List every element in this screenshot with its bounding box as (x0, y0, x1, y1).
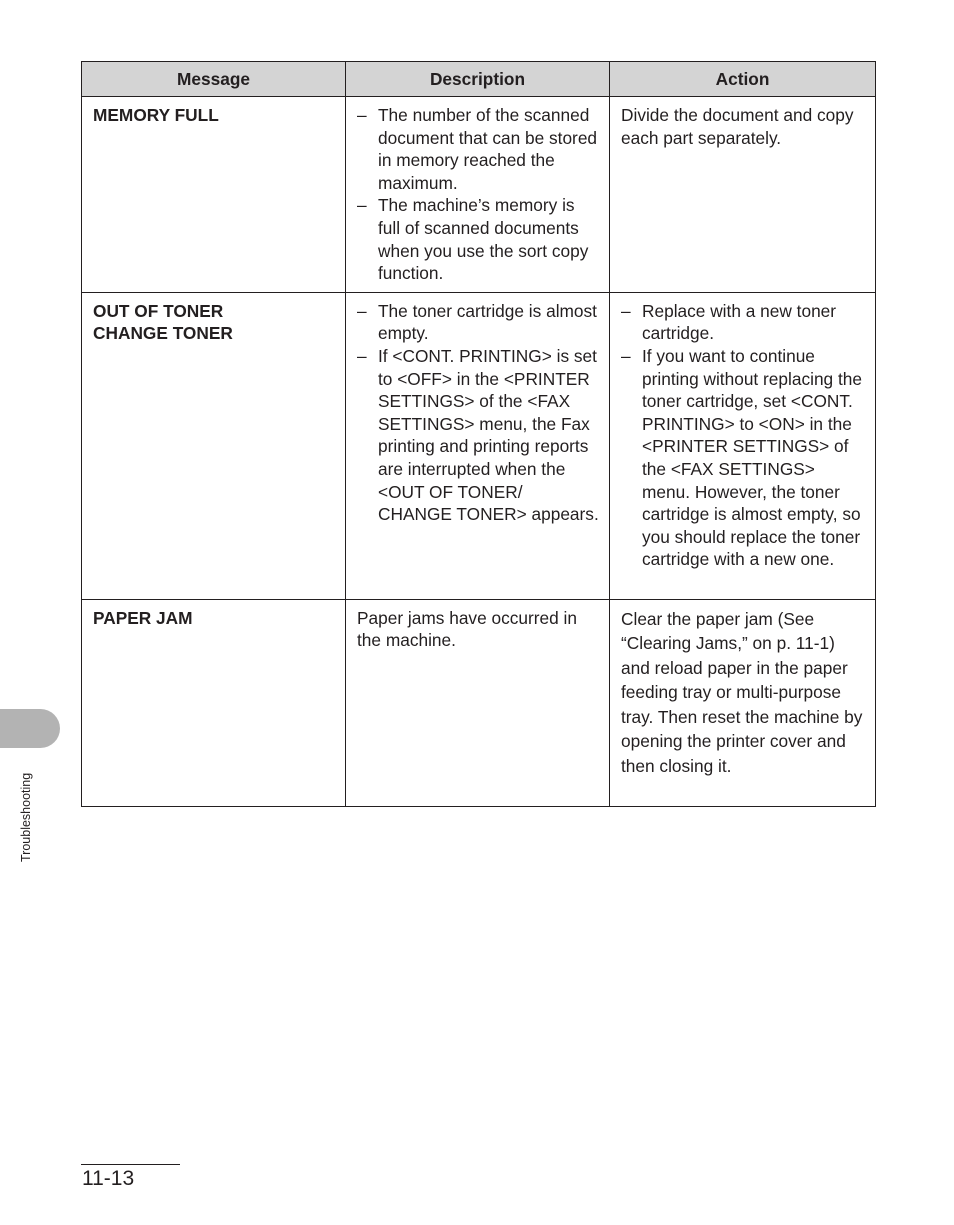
message-text: PAPER JAM (93, 607, 193, 628)
column-header-message: Message (82, 62, 346, 97)
message-cell (82, 97, 346, 293)
footer-rule (81, 1164, 180, 1165)
message-cell (82, 292, 346, 599)
description-item (357, 300, 599, 345)
dash-marker: – (357, 105, 367, 125)
description-text: Paper jams have occurred in the machine. (357, 607, 577, 651)
action-cell (610, 292, 876, 599)
dash-marker: – (621, 345, 631, 366)
description-item-text: The machine’s memory is full of scanned documents when you use the sort copy function. (378, 195, 589, 284)
description-item (357, 345, 599, 526)
action-cell (610, 599, 876, 806)
description-item-text: The toner cartridge is almost empty. (378, 300, 597, 344)
page-number: 11-13 (82, 1167, 135, 1190)
column-header-action: Action (610, 62, 876, 97)
dash-marker: – (357, 345, 367, 366)
message-text: CHANGE TONER (93, 323, 233, 344)
table-row (82, 97, 876, 293)
table-row (82, 599, 876, 806)
description-item (357, 104, 599, 194)
message-cell (82, 599, 346, 806)
action-cell (610, 97, 876, 293)
error-message-table (81, 61, 876, 807)
chapter-label: Troubleshooting (19, 772, 33, 862)
description-item (357, 194, 599, 284)
description-cell (346, 97, 610, 293)
table-row (82, 292, 876, 599)
action-item-text: Replace with a new toner cartridge. (642, 300, 837, 344)
table-header-row (82, 62, 876, 97)
column-header-description: Description (346, 62, 610, 97)
description-list (357, 300, 599, 526)
action-list (621, 300, 865, 571)
action-item-text: If you want to continue printing without replacing the toner cartridge, set <CONT. PRINTING> to <ON> in the <PRINTER SETTINGS> of the <FAX SETTINGS> menu. However, the toner cartridge is almost empty, so you should replace the toner cartridge with a new one. (642, 345, 862, 570)
description-item-text: If <CONT. PRINTING> is set to <OFF> in the <PRINTER SETTINGS> of the <FAX SETTINGS> menu, the Fax printing and printing reports are interrupted when the <OUT OF TONER/ CHANGE TONER> appears. (378, 345, 599, 525)
description-cell (346, 292, 610, 599)
dash-marker: – (621, 300, 631, 321)
action-text: Clear the paper jam (See “Clearing Jams,” on p. 11-1) and reload paper in the paper feeding tray or multi-purpose tray. Then reset the machine by opening the printer cover and then closing it. (621, 608, 863, 776)
dash-marker: – (357, 300, 367, 321)
description-list (357, 104, 599, 285)
action-item (621, 345, 865, 571)
action-item (621, 300, 865, 345)
description-item-text: The number of the scanned document that can be stored in memory reached the maximum. (378, 105, 598, 193)
description-cell (346, 599, 610, 806)
dash-marker: – (357, 195, 367, 216)
chapter-tab (0, 709, 60, 748)
message-text: MEMORY FULL (93, 105, 219, 125)
action-text: Divide the document and copy each part separately. (621, 105, 854, 148)
message-text: OUT OF TONER (93, 300, 224, 321)
